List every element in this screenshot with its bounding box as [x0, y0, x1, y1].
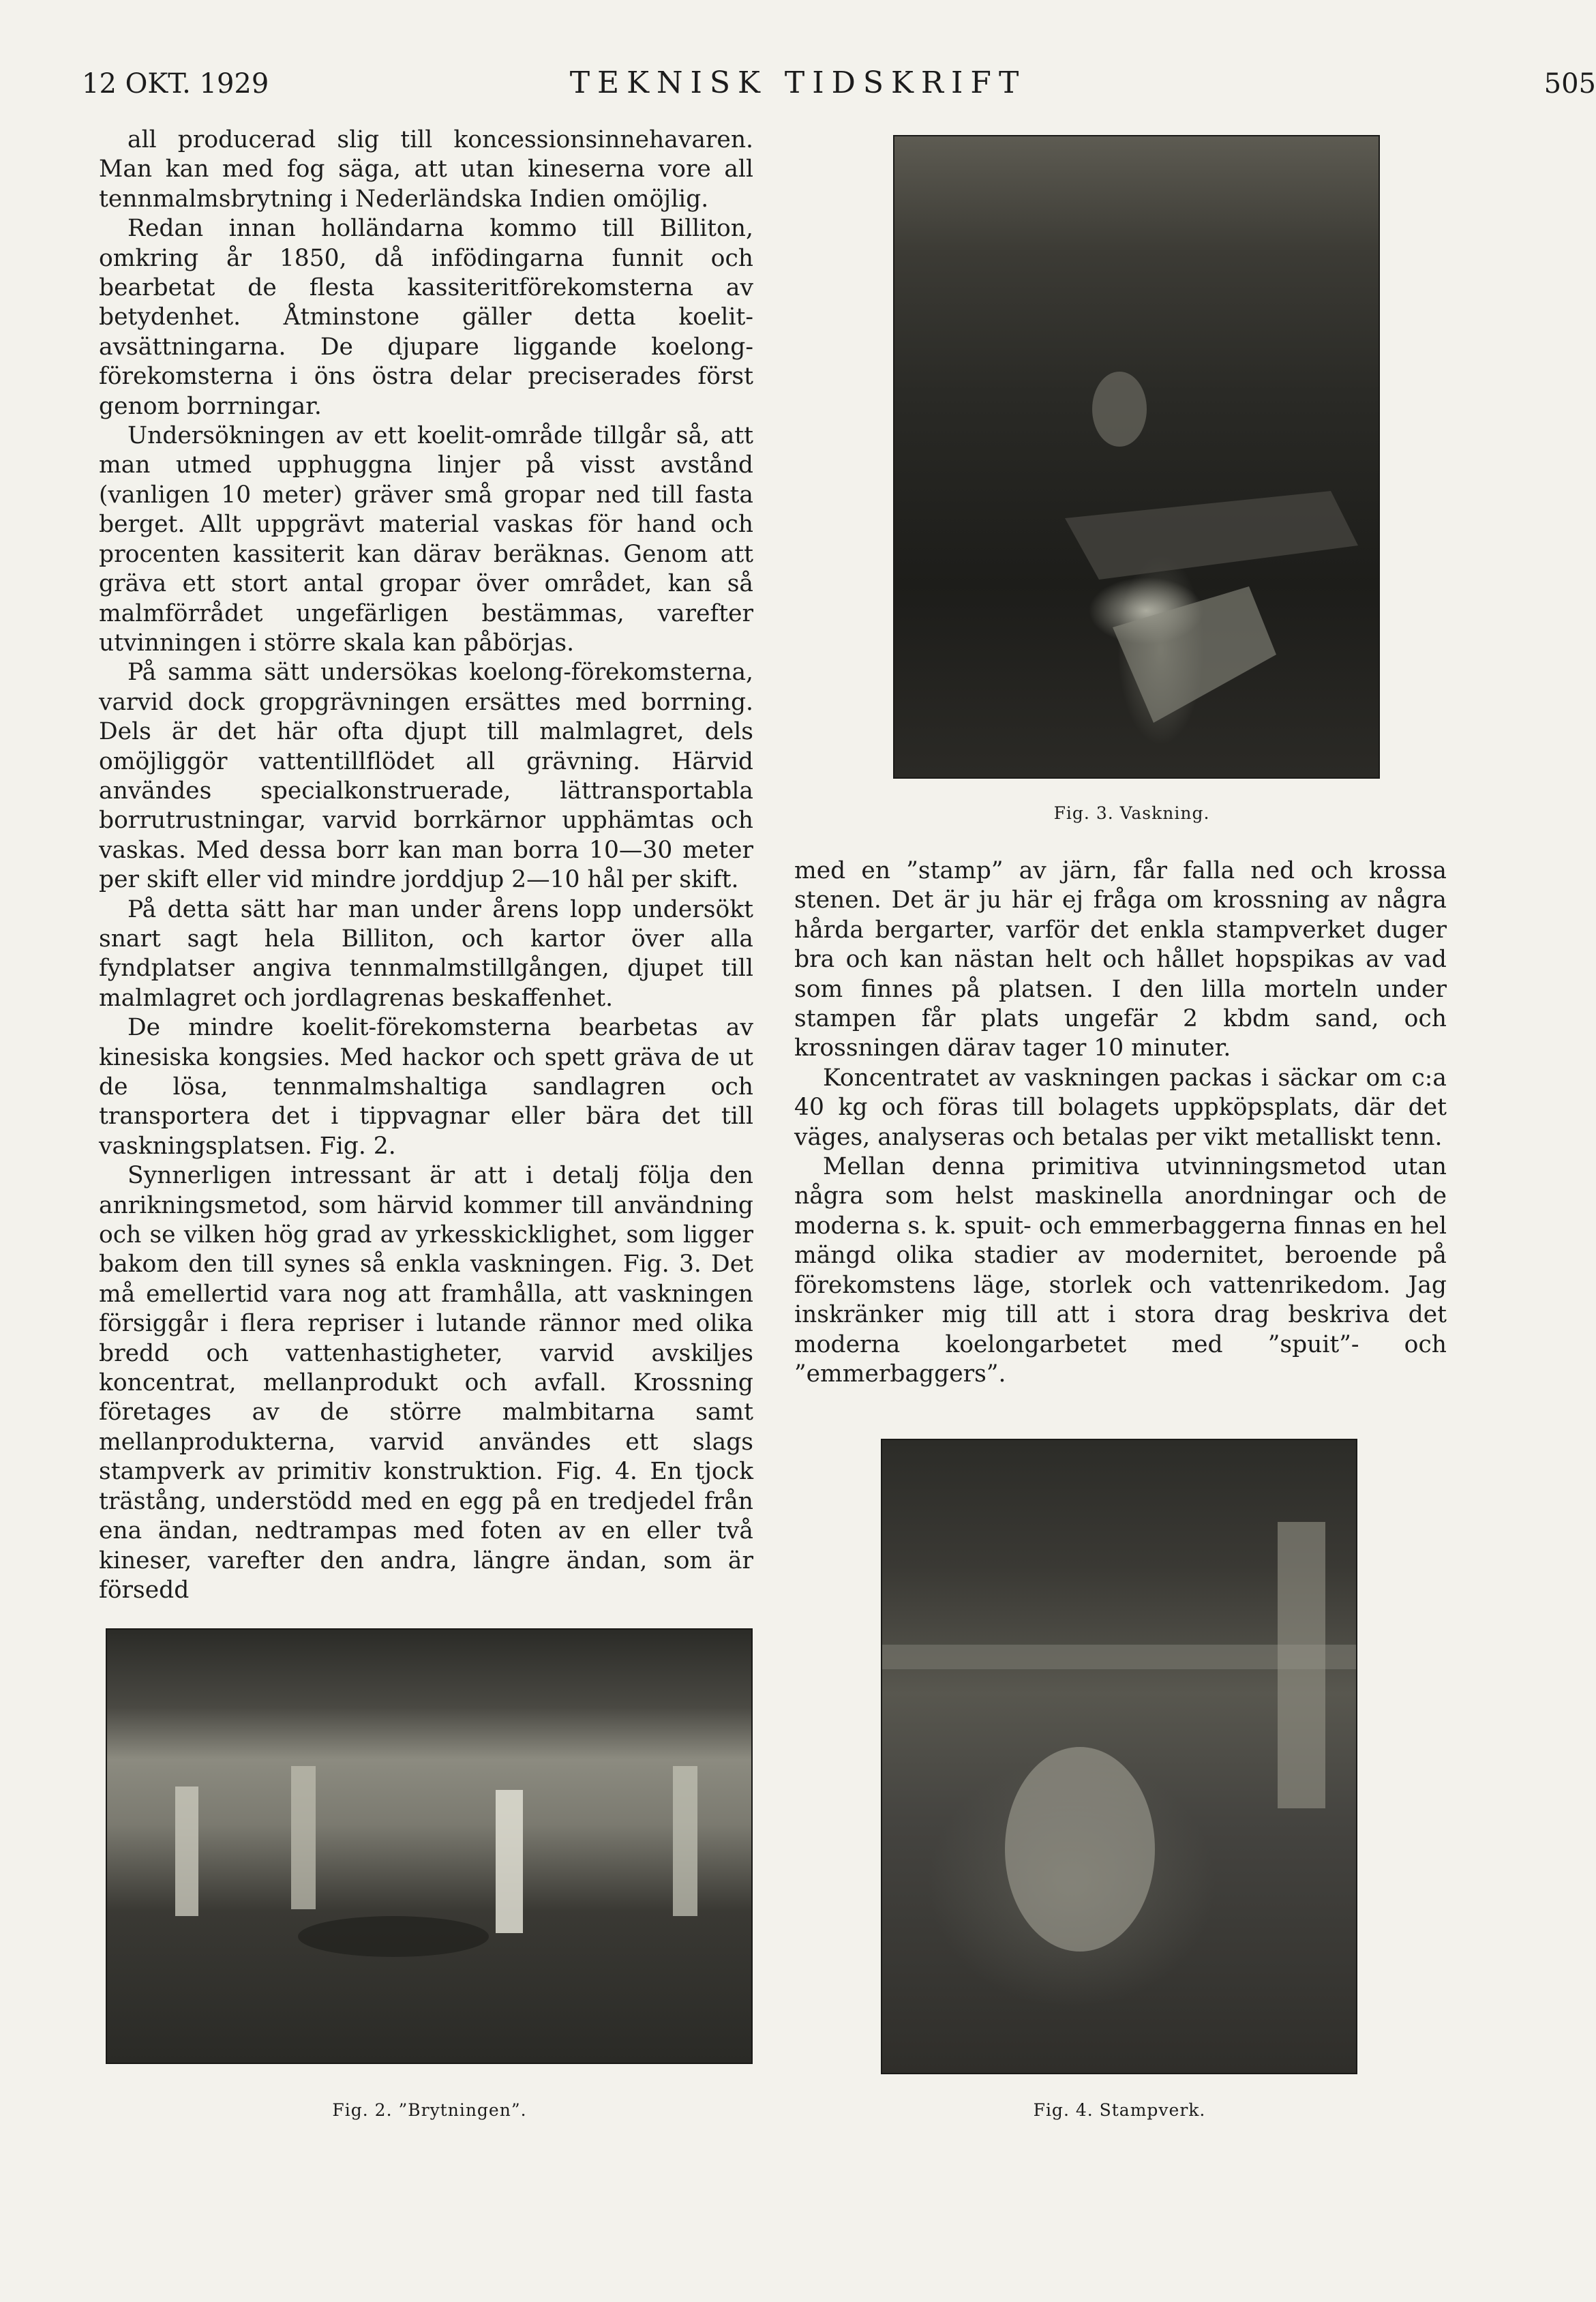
figure-2-caption: Fig. 2. ”Brytningen”.	[332, 2100, 527, 2120]
paragraph: De mindre koelit-förekomsterna bearbetas av kinesiska kongsies. Med hackor och spett gräva de ut de lösa, tennmalmshaltiga sandlagren och transportera det i tippvagnar eller bära det till vaskningsplatsen. Fig. 2.	[99, 1014, 753, 1160]
journal-title: TEKNISK TIDSKRIFT	[569, 65, 1027, 100]
paragraph: Synnerligen intressant är att i detalj följa den anrikningsmetod, som härvid kommer till användning och se vilken hög grad av yrkesskicklighet, som ligger bakom den till synes så enkla vaskningen. Fig. 3. Det må emellertid vara nog att framhålla, att vaskningen försiggår i flera repriser i lutande rännor med olika bredd och vattenhastigheter, varvid avskiljes koncentrat, mellanprodukt och avfall. Krossning företages av de större malmbitarna samt mellanprodukterna, varvid användes ett slags stampverk av primitiv konstruktion. Fig. 4. En tjock trästång, understödd med en egg på en tredjedel från ena ändan, nedtrampas med foten av en eller två kineser, varefter den andra, längre ändan, som är försedd	[99, 1162, 753, 1604]
right-text-column	[794, 856, 1447, 1389]
paragraph: Mellan denna primitiva utvinningsmetod utan några som helst maskinella anordningar och de moderna s. k. spuit- och emmerbaggerna finnas en hel mängd olika stadier av modernitet, beroende på förekomstens läge, storlek och vattenrikedom. Jag inskränker mig till att i stora drag beskriva det moderna koelongarbetet med ”spuit”- och ”emmerbaggers”.	[794, 1153, 1447, 1388]
paragraph: Koncentratet av vaskningen packas i säckar om c:a 40 kg och föras till bolagets uppköpsplats, där det väges, analyseras och betalas per vikt metalliskt tenn.	[794, 1064, 1447, 1151]
figure-2-photo	[106, 1628, 753, 2064]
paragraph: På samma sätt undersökas koelong-förekomsterna, varvid dock gropgrävningen ersättes med borrning. Dels är det här ofta djupt till malmlagret, dels omöjliggör vattentillflödet all grävning. Härvid användes specialkonstruerade, lättransportabla borrutrustningar, varvid borrkärnor upphämtas och vaskas. Med dessa borr kan man borra 10—30 meter per skift eller vid mindre jorddjup 2—10 hål per skift.	[99, 659, 753, 894]
figure-3-caption: Fig. 3. Vaskning.	[1053, 803, 1210, 823]
page-number: 505	[1544, 68, 1596, 100]
header-date: 12 OKT. 1929	[82, 68, 269, 100]
paragraph: Undersökningen av ett koelit-område tillgår så, att man utmed upphuggna linjer på visst avstånd (vanligen 10 meter) gräver små gropar ned till fasta berget. Allt uppgrävt material vaskas för hand och procenten kassiterit kan därav beräknas. Genom att gräva ett stort antal gropar över området, kan så malmförrådet ungefärligen bestämmas, varefter utvinningen i större skala kan påbörjas.	[99, 422, 753, 657]
paragraph: Redan innan holländarna kommo till Billiton, omkring år 1850, då infödingarna funnit och bearbetat de flesta kassiteritförekomsterna av betydenhet. Åtminstone gäller detta koelit-avsättningarna. De djupare liggande koelong-förekomsterna i öns östra delar preciserades först genom borrningar.	[99, 215, 753, 420]
figure-4-caption: Fig. 4. Stampverk.	[1033, 2100, 1206, 2120]
paragraph: med en ”stamp” av järn, får falla ned och krossa stenen. Det är ju här ej fråga om krossning av några hårda bergarter, varför det enkla stampverket duger bra och kan nästan helt och hållet hopspikas av vad som finnes på platsen. I den lilla morteln under stampen får plats ungefär 2 kbdm sand, och krossningen därav tager 10 minuter.	[794, 857, 1447, 1062]
figure-3-photo	[893, 135, 1380, 779]
paragraph: all producerad slig till koncessionsinnehavaren. Man kan med fog säga, att utan kineserna vore all tennmalmsbrytning i Nederländska Indien omöjlig.	[99, 126, 753, 213]
figure-4-photo	[881, 1439, 1357, 2074]
left-text-column	[99, 125, 753, 1605]
paragraph: På detta sätt har man under årens lopp undersökt snart sagt hela Billiton, och kartor över alla fyndplatser angiva tennmalmstillgången, djupet till malmlagret och jordlagrenas beskaffenhet.	[99, 895, 753, 1012]
